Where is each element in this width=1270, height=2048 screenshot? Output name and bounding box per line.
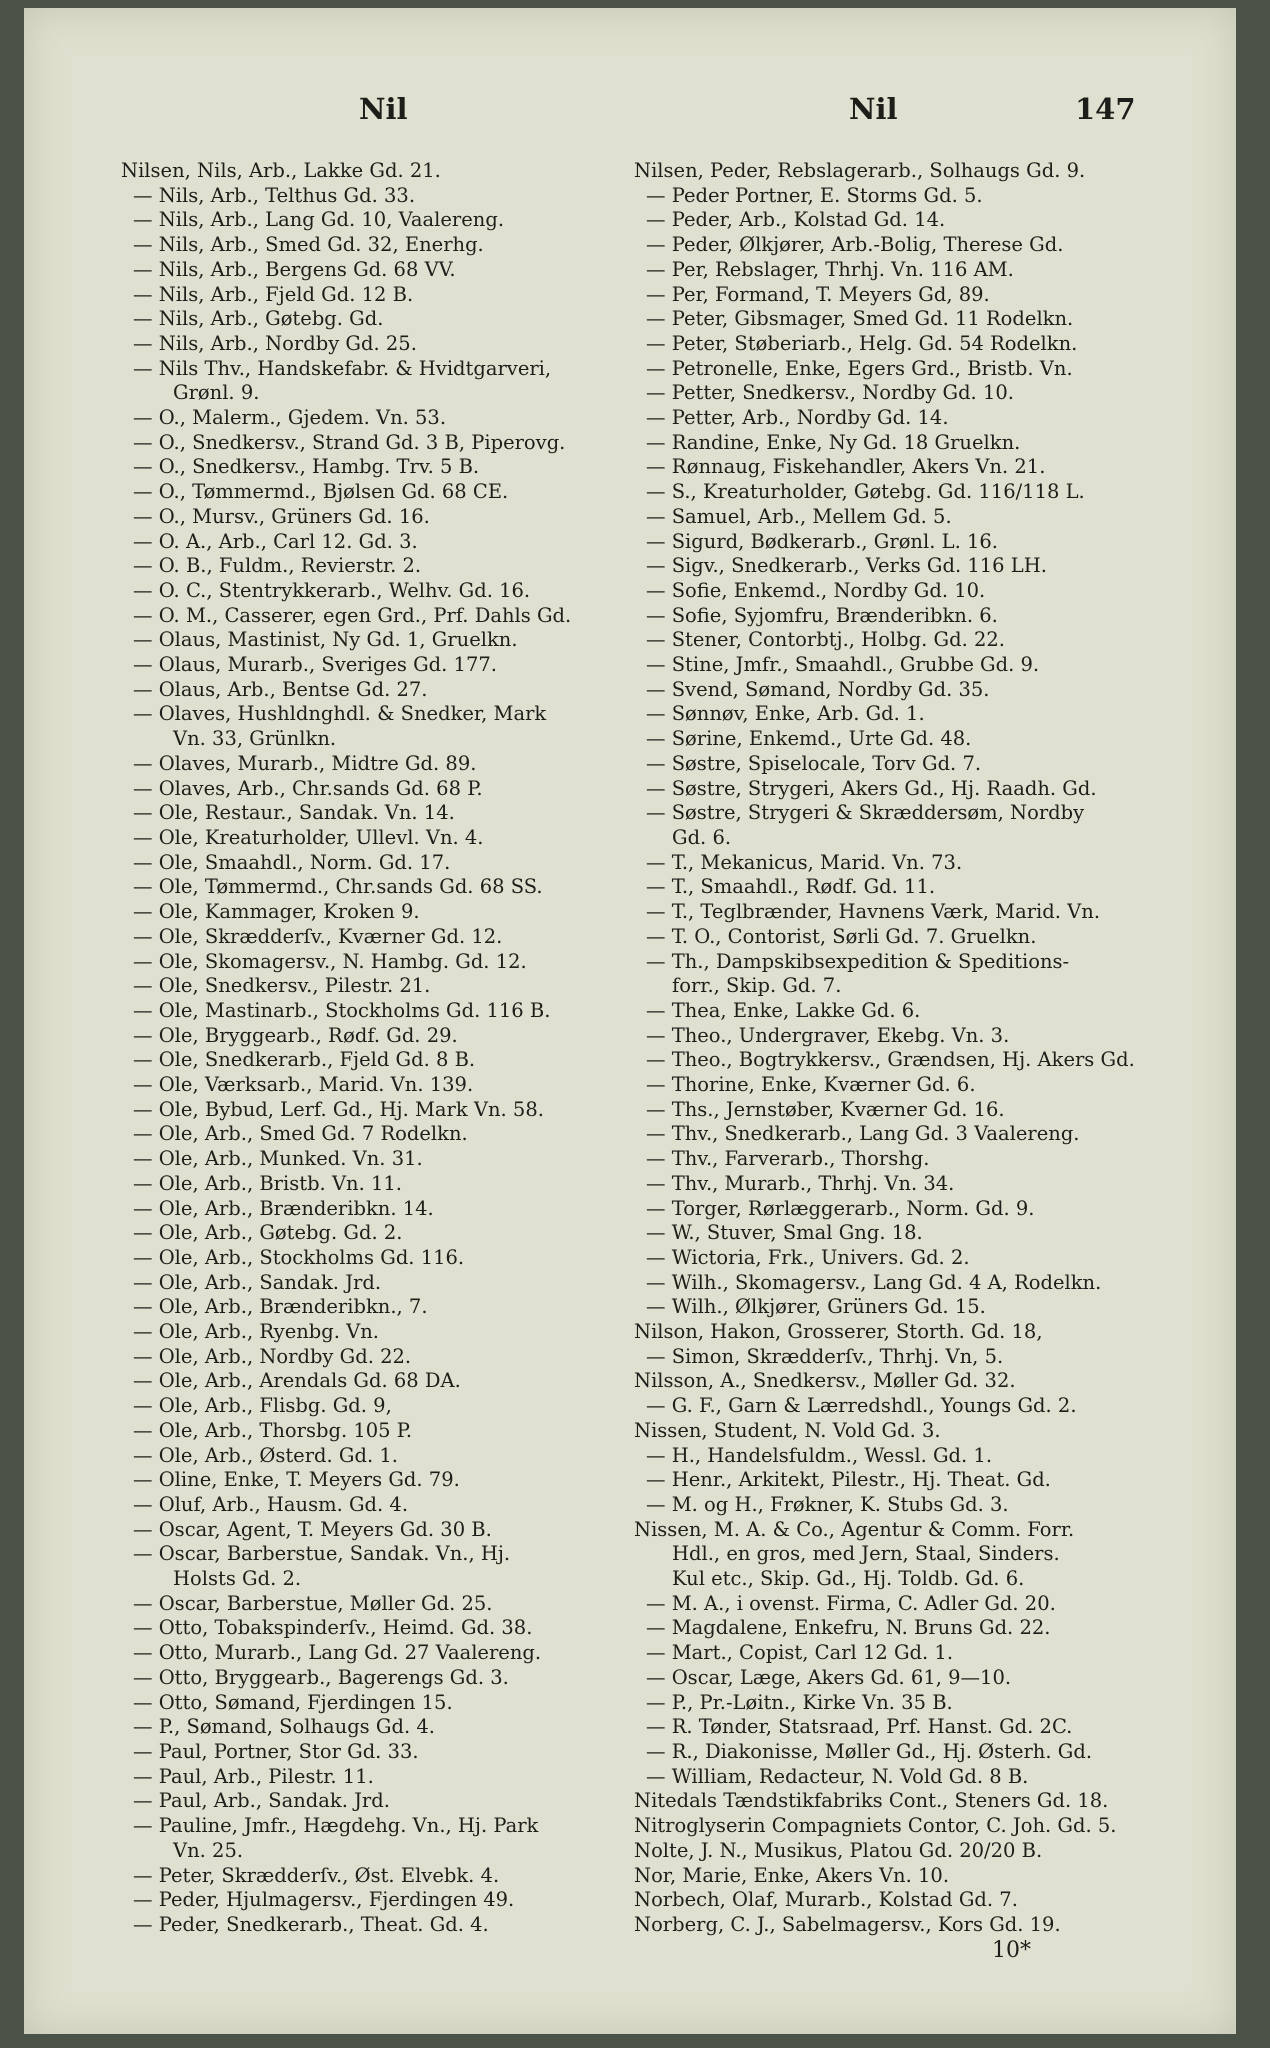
directory-entry: — O., Tømmermd., Bjølsen Gd. 68 CE.	[133, 480, 509, 504]
directory-entry: — Samuel, Arb., Mellem Gd. 5.	[646, 504, 952, 528]
directory-entry: — William, Redacteur, N. Vold Gd. 8 B.	[646, 1764, 1029, 1788]
directory-entry: — Thv., Farverarb., Thorshg.	[646, 1147, 930, 1171]
directory-entry: Norbech, Olaf, Murarb., Kolstad Gd. 7.	[634, 1888, 1018, 1912]
directory-entry: — Ole, Arb., Stockholms Gd. 116.	[133, 1245, 465, 1269]
directory-entry: — Ths., Jernstøber, Kværner Gd. 16.	[646, 1097, 1005, 1121]
directory-entry: — Peter, Støberiarb., Helg. Gd. 54 Rodelkn.	[646, 331, 1078, 355]
directory-entry: — Ole, Skomagersv., N. Hambg. Gd. 12.	[133, 949, 527, 973]
directory-entry: — Ole, Kreaturholder, Ullevl. Vn. 4.	[133, 825, 484, 849]
directory-entry: Nilsson, A., Snedkersv., Møller Gd. 32.	[634, 1369, 1016, 1393]
directory-entry: — O., Snedkersv., Strand Gd. 3 B, Piperovg.	[133, 430, 566, 454]
directory-entry: — Ole, Bryggearb., Rødf. Gd. 29.	[133, 1023, 458, 1047]
directory-entry: — Nils, Arb., Telthus Gd. 33.	[133, 183, 416, 207]
directory-entry: — Ole, Kammager, Kroken 9.	[133, 900, 420, 924]
directory-entry: — Theo., Bogtrykkersv., Grændsen, Hj. Akers Gd.	[646, 1048, 1135, 1072]
directory-entry: — Ole, Skrædderſv., Kværner Gd. 12.	[133, 924, 503, 948]
directory-entry: — G. F., Garn & Lærredshdl., Youngs Gd. 2.	[646, 1394, 1077, 1418]
directory-entry: — Sigv., Snedkerarb., Verks Gd. 116 LH.	[646, 554, 1047, 578]
directory-entry: — Simon, Skrædderſv., Thrhj. Vn, 5.	[646, 1344, 1004, 1368]
directory-entry: — O. A., Arb., Carl 12. Gd. 3.	[133, 529, 418, 553]
directory-entry: — Olaus, Arb., Bentse Gd. 27.	[133, 677, 428, 701]
directory-entry: — H., Handelsfuldm., Wessl. Gd. 1.	[646, 1443, 993, 1467]
directory-entry: — Ole, Arb., Arendals Gd. 68 DA.	[133, 1369, 461, 1393]
directory-entry: — Thea, Enke, Lakke Gd. 6.	[646, 998, 921, 1022]
directory-entry: — Ole, Bybud, Lerf. Gd., Hj. Mark Vn. 58.	[133, 1097, 544, 1121]
directory-entry: — Ole, Arb., Smed Gd. 7 Rodelkn.	[133, 1122, 468, 1146]
directory-entry: — Peter, Gibsmager, Smed Gd. 11 Rodelkn.	[646, 307, 1074, 331]
directory-entry: Nitedals Tændstikfabriks Cont., Steners Gd. 18.	[634, 1789, 1109, 1813]
directory-entry: — Stener, Contorbtj., Holbg. Gd. 22.	[646, 628, 1005, 652]
directory-entry: — Ole, Arb., Brænderibkn., 7.	[133, 1295, 428, 1319]
directory-entry: Nilson, Hakon, Grosserer, Storth. Gd. 18,	[634, 1320, 1043, 1344]
directory-entry: — Olaves, Murarb., Midtre Gd. 89.	[133, 751, 477, 775]
directory-entry: — Oscar, Læge, Akers Gd. 61, 9—10.	[646, 1665, 1012, 1689]
directory-entry: — Thv., Murarb., Thrhj. Vn. 34.	[646, 1171, 955, 1195]
directory-entry: — Sørine, Enkemd., Urte Gd. 48.	[646, 727, 972, 751]
directory-entry: — Theo., Undergraver, Ekebg. Vn. 3.	[646, 1023, 1010, 1047]
directory-entry: — Magdalene, Enkefru, N. Bruns Gd. 22.	[646, 1616, 1051, 1640]
directory-entry: — Otto, Murarb., Lang Gd. 27 Vaalereng.	[133, 1641, 542, 1665]
directory-entry: — Ole, Mastinarb., Stockholms Gd. 116 B.	[133, 998, 551, 1022]
directory-entry: — Henr., Arkitekt, Pilestr., Hj. Theat. Gd.	[646, 1468, 1051, 1492]
directory-entry: — Peder, Ølkjører, Arb.-Bolig, Therese Gd.	[646, 233, 1064, 257]
directory-entry: — O., Snedkersv., Hambg. Trv. 5 B.	[133, 455, 480, 479]
directory-entry: — Rønnaug, Fiskehandler, Akers Vn. 21.	[646, 455, 1046, 479]
directory-entry: — Peder Portner, E. Storms Gd. 5.	[646, 183, 983, 207]
directory-entry: — Stine, Jmfr., Smaahdl., Grubbe Gd. 9.	[646, 653, 1040, 677]
directory-entry: Vn. 25.	[173, 1838, 244, 1862]
directory-entry: Holsts Gd. 2.	[173, 1567, 302, 1591]
directory-entry: — R. Tønder, Statsraad, Prf. Hanst. Gd. 2C.	[646, 1715, 1073, 1739]
directory-entry: — Ole, Restaur., Sandak. Vn. 14.	[133, 801, 455, 825]
directory-entry: — Paul, Arb., Sandak. Jrd.	[133, 1789, 390, 1813]
directory-entry: — Ole, Arb., Thorsbg. 105 P.	[133, 1418, 413, 1442]
running-head-left: Nil	[359, 92, 408, 126]
directory-entry: — Nils, Arb., Nordby Gd. 25.	[133, 331, 417, 355]
directory-entry: — Sofie, Syjomfru, Brænderibkn. 6.	[646, 603, 998, 627]
directory-entry: — T., Mekanicus, Marid. Vn. 73.	[646, 850, 963, 874]
directory-entry: — Torger, Rørlæggerarb., Norm. Gd. 9.	[646, 1196, 1035, 1220]
directory-entry: Nitroglyserin Compagniets Contor, C. Joh. Gd. 5.	[634, 1814, 1117, 1838]
directory-entry: — Oscar, Barberstue, Møller Gd. 25.	[133, 1591, 493, 1615]
directory-entry: — Randine, Enke, Ny Gd. 18 Gruelkn.	[646, 430, 1021, 454]
running-head-right: Nil	[849, 92, 898, 126]
directory-entry: — Nils, Arb., Gøtebg. Gd.	[133, 307, 384, 331]
directory-entry: — Petter, Snedkersv., Nordby Gd. 10.	[646, 381, 1014, 405]
directory-entry: Nor, Marie, Enke, Akers Vn. 10.	[634, 1863, 950, 1887]
directory-entry: Grønl. 9.	[173, 381, 260, 405]
directory-entry: Kul etc., Skip. Gd., Hj. Toldb. Gd. 6.	[672, 1567, 1025, 1591]
directory-entry: Gd. 6.	[672, 825, 732, 849]
directory-entry: — Nils, Arb., Bergens Gd. 68 VV.	[133, 257, 456, 281]
directory-entry: — Wilh., Ølkjører, Grüners Gd. 15.	[646, 1295, 986, 1319]
directory-entry: — Paul, Portner, Stor Gd. 33.	[133, 1740, 419, 1763]
page-number: 147	[1075, 92, 1136, 126]
directory-entry: — Sønnøv, Enke, Arb. Gd. 1.	[646, 702, 925, 726]
directory-entry: — Olaves, Arb., Chr.sands Gd. 68 P.	[133, 776, 483, 800]
directory-entry: — Ole, Arb., Munked. Vn. 31.	[133, 1147, 423, 1171]
directory-entry: — Thv., Snedkerarb., Lang Gd. 3 Vaalereng.	[646, 1122, 1080, 1146]
directory-entry: — Søstre, Strygeri, Akers Gd., Hj. Raadh. Gd.	[646, 776, 1097, 800]
page-header	[24, 92, 1236, 132]
directory-entry: — Nils, Arb., Smed Gd. 32, Enerhg.	[133, 233, 484, 257]
directory-entry: — S., Kreaturholder, Gøtebg. Gd. 116/118 L.	[646, 480, 1085, 504]
directory-entry: — M. A., i ovenst. Firma, C. Adler Gd. 20.	[646, 1591, 1056, 1615]
directory-entry: forr., Skip. Gd. 7.	[672, 974, 842, 998]
directory-entry: Vn. 33, Grünlkn.	[173, 727, 337, 751]
directory-entry: — P., Sømand, Solhaugs Gd. 4.	[133, 1715, 435, 1739]
directory-entry: — Oscar, Barberstue, Sandak. Vn., Hj.	[133, 1542, 511, 1566]
directory-entry: — Mart., Copist, Carl 12 Gd. 1.	[646, 1641, 954, 1665]
directory-entry: — Nils, Arb., Fjeld Gd. 12 B.	[133, 282, 414, 306]
directory-entry: — W., Stuver, Smal Gng. 18.	[646, 1221, 923, 1245]
directory-entry: — Sigurd, Bødkerarb., Grønl. L. 16.	[646, 529, 998, 553]
directory-entry: — Nils, Arb., Lang Gd. 10, Vaalereng.	[133, 208, 505, 232]
directory-entry: — Ole, Arb., Flisbg. Gd. 9,	[133, 1394, 392, 1418]
directory-entry: — Søstre, Spiselocale, Torv Gd. 7.	[646, 751, 982, 775]
directory-page	[24, 8, 1236, 2034]
directory-entry: — M. og H., Frøkner, K. Stubs Gd. 3.	[646, 1492, 1009, 1516]
directory-entry: — Olaus, Mastinist, Ny Gd. 1, Gruelkn.	[133, 628, 518, 652]
directory-entry: — Paul, Arb., Pilestr. 11.	[133, 1764, 374, 1788]
directory-entry: — Svend, Sømand, Nordby Gd. 35.	[646, 677, 990, 701]
directory-entry: — Oline, Enke, T. Meyers Gd. 79.	[133, 1468, 460, 1492]
directory-entry: — Otto, Bryggearb., Bagerengs Gd. 3.	[133, 1665, 509, 1689]
directory-entry: — Peter, Skrædderſv., Øst. Elvebk. 4.	[133, 1863, 500, 1887]
directory-entry: — Ole, Arb., Nordby Gd. 22.	[133, 1344, 412, 1368]
directory-entry: — Sofie, Enkemd., Nordby Gd. 10.	[646, 578, 986, 602]
directory-entry: — Olaus, Murarb., Sveriges Gd. 177.	[133, 653, 497, 677]
directory-entry: — Otto, Tobakspinderſv., Heimd. Gd. 38.	[133, 1616, 533, 1640]
directory-entry: — Wilh., Skomagersv., Lang Gd. 4 A, Rodelkn.	[646, 1270, 1102, 1294]
directory-entry: Nilsen, Peder, Rebslagerarb., Solhaugs Gd. 9.	[634, 159, 1086, 182]
directory-entry: — Ole, Arb., Sandak. Jrd.	[133, 1270, 382, 1294]
directory-entry: — Ole, Arb., Ryenbg. Vn.	[133, 1320, 379, 1344]
directory-entry: — T., Teglbrænder, Havnens Værk, Marid. Vn.	[646, 900, 1101, 924]
signature-mark: 10*	[992, 1938, 1031, 1963]
directory-entry: — Petter, Arb., Nordby Gd. 14.	[646, 406, 949, 430]
directory-entry: — P., Pr.-Løitn., Kirke Vn. 35 B.	[646, 1690, 953, 1714]
directory-entry: — Ole, Smaahdl., Norm. Gd. 17.	[133, 850, 451, 874]
directory-entry: — Peder, Arb., Kolstad Gd. 14.	[646, 208, 946, 232]
directory-entry: — O., Malerm., Gjedem. Vn. 53.	[133, 406, 447, 430]
directory-entry: — O., Mursv., Grüners Gd. 16.	[133, 504, 430, 528]
directory-entry: — Per, Rebslager, Thrhj. Vn. 116 AM.	[646, 257, 1014, 281]
directory-entry: — Peder, Hjulmagersv., Fjerdingen 49.	[133, 1888, 515, 1912]
directory-entry: — Søstre, Strygeri & Skræddersøm, Nordby	[646, 801, 1085, 825]
directory-entry: — Wictoria, Frk., Univers. Gd. 2.	[646, 1245, 970, 1269]
directory-entry: Nissen, M. A. & Co., Agentur & Comm. Forr.	[634, 1517, 1075, 1541]
directory-entry: Nolte, J. N., Musikus, Platou Gd. 20/20 B.	[634, 1838, 1043, 1862]
directory-entry: — Ole, Værksarb., Marid. Vn. 139.	[133, 1073, 474, 1097]
directory-entry: — O. M., Casserer, egen Grd., Prf. Dahls Gd.	[133, 603, 572, 627]
directory-entry: — Ole, Arb., Gøtebg. Gd. 2.	[133, 1221, 403, 1245]
directory-entry: — Ole, Arb., Brænderibkn. 14.	[133, 1196, 434, 1220]
directory-entry: — Ole, Arb., Bristb. Vn. 11.	[133, 1171, 403, 1195]
right-column	[634, 159, 1164, 1938]
left-column	[121, 159, 641, 1938]
directory-entry: — Pauline, Jmfr., Hægdehg. Vn., Hj. Park	[133, 1814, 539, 1838]
directory-entry: — Th., Dampskibsexpedition & Speditions-	[646, 949, 1070, 973]
directory-entry: — Ole, Arb., Østerd. Gd. 1.	[133, 1443, 398, 1467]
directory-entry: — Peder, Snedkerarb., Theat. Gd. 4.	[133, 1912, 489, 1936]
directory-entry: — Otto, Sømand, Fjerdingen 15.	[133, 1690, 453, 1714]
directory-entry: — Oscar, Agent, T. Meyers Gd. 30 B.	[133, 1517, 492, 1541]
directory-entry: — Olaves, Hushldnghdl. & Snedker, Mark	[133, 702, 547, 726]
directory-entry: — R., Diakonisse, Møller Gd., Hj. Østerh. Gd.	[646, 1740, 1093, 1763]
directory-entry: Hdl., en gros, med Jern, Staal, Sinders.	[672, 1542, 1060, 1566]
directory-entry: — O. B., Fuldm., Revierstr. 2.	[133, 554, 422, 578]
directory-entry: Norberg, C. J., Sabelmagersv., Kors Gd. 19.	[634, 1912, 1061, 1936]
directory-entry: — Oluf, Arb., Hausm. Gd. 4.	[133, 1492, 409, 1516]
directory-entry: — O. C., Stentrykkerarb., Welhv. Gd. 16.	[133, 578, 531, 602]
directory-entry: Nissen, Student, N. Vold Gd. 3.	[634, 1418, 941, 1442]
directory-entry: — Petronelle, Enke, Egers Grd., Bristb. Vn.	[646, 356, 1073, 380]
directory-entry: — Nils Thv., Handskefabr. & Hvidtgarveri,	[133, 356, 552, 380]
directory-entry: Nilsen, Nils, Arb., Lakke Gd. 21.	[121, 159, 441, 182]
directory-entry: — Per, Formand, T. Meyers Gd, 89.	[646, 282, 990, 306]
directory-entry: — Ole, Snedkerarb., Fjeld Gd. 8 B.	[133, 1048, 476, 1072]
directory-entry: — Ole, Tømmermd., Chr.sands Gd. 68 SS.	[133, 875, 543, 899]
directory-entry: — Ole, Snedkersv., Pilestr. 21.	[133, 974, 431, 998]
directory-entry: — Thorine, Enke, Kværner Gd. 6.	[646, 1073, 976, 1097]
directory-entry: — T., Smaahdl., Rødf. Gd. 11.	[646, 875, 936, 899]
directory-entry: — T. O., Contorist, Sørli Gd. 7. Gruelkn.	[646, 924, 1037, 948]
